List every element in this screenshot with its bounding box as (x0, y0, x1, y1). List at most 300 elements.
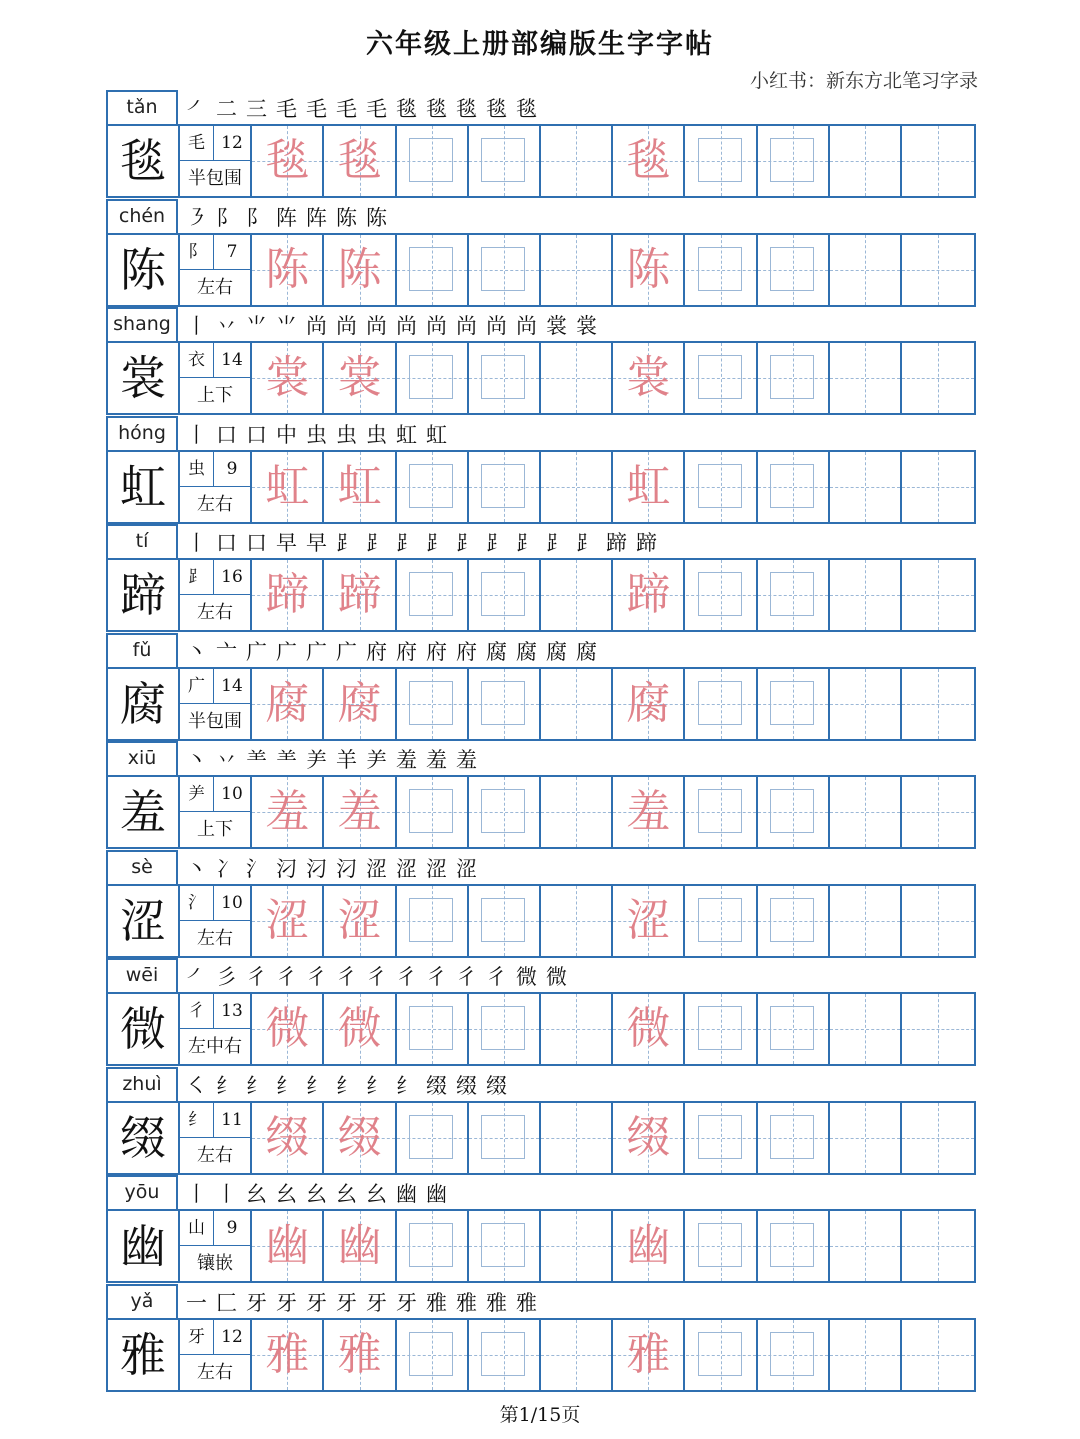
practice-cell[interactable] (830, 235, 902, 305)
practice-cell[interactable] (758, 560, 830, 630)
practice-cell[interactable] (902, 126, 974, 196)
practice-cell[interactable] (758, 777, 830, 847)
practice-cell[interactable] (686, 1320, 758, 1390)
trace-character: 微 (337, 1003, 382, 1054)
inner-guide-box (698, 898, 742, 942)
practice-cell[interactable] (613, 452, 685, 522)
practice-cell[interactable] (325, 1211, 397, 1281)
practice-cell[interactable] (397, 1103, 469, 1173)
stroke-step: 丷 (216, 748, 237, 772)
stroke-count: 14 (214, 669, 250, 704)
practice-grid (106, 558, 976, 632)
practice-cell[interactable] (686, 1211, 758, 1281)
practice-cell[interactable] (613, 1103, 685, 1173)
stroke-step: 丨 (186, 1182, 207, 1206)
practice-cell[interactable] (469, 343, 541, 413)
stroke-step: 涩 (396, 856, 417, 881)
practice-cell[interactable] (397, 777, 469, 847)
practice-cell[interactable] (613, 1211, 685, 1281)
stroke-step: 纟 (246, 1073, 267, 1098)
practice-cell[interactable] (541, 994, 613, 1064)
model-character: 雅 (108, 1320, 180, 1390)
practice-cell[interactable] (541, 669, 613, 739)
trace-character: 微 (265, 1003, 310, 1054)
stroke-step: 府 (426, 639, 447, 664)
stroke-step: ⺷ (276, 748, 297, 772)
practice-cell[interactable] (252, 126, 324, 196)
practice-cell[interactable] (252, 560, 324, 630)
inner-guide-box (698, 1332, 742, 1376)
practice-cell[interactable] (830, 126, 902, 196)
practice-cell[interactable] (469, 777, 541, 847)
stroke-order-sequence (186, 524, 666, 558)
practice-cell[interactable] (830, 1320, 902, 1390)
practice-cell[interactable] (758, 126, 830, 196)
trace-character: 涩 (265, 894, 310, 946)
stroke-step: 汈 (306, 856, 327, 881)
practice-cell[interactable] (469, 452, 541, 522)
stroke-step: 羞 (426, 748, 447, 772)
trace-character: 毯 (265, 135, 310, 186)
char-row (106, 1175, 976, 1283)
pinyin-label: fǔ (106, 633, 178, 667)
inner-guide-box (409, 789, 453, 833)
stroke-order-sequence (186, 1067, 516, 1101)
char-info (180, 886, 252, 956)
stroke-step: 阵 (306, 205, 327, 230)
practice-cell[interactable] (252, 343, 324, 413)
stroke-order-sequence (186, 199, 396, 233)
stroke-step: 三 (246, 97, 267, 121)
practice-cell[interactable] (325, 343, 397, 413)
model-character: 蹄 (108, 560, 180, 630)
inner-guide-box (409, 1223, 453, 1267)
practice-cell[interactable] (758, 343, 830, 413)
stroke-step: 毯 (516, 97, 537, 121)
stroke-step: 缀 (426, 1073, 447, 1098)
practice-cell[interactable] (397, 669, 469, 739)
practice-cell[interactable] (397, 994, 469, 1064)
inner-guide-box (698, 1223, 742, 1267)
practice-cell[interactable] (541, 1103, 613, 1173)
stroke-step: 丨 (216, 1182, 237, 1206)
inner-guide-box (481, 138, 525, 182)
stroke-step: ⺶ (306, 748, 327, 772)
radical-label: 牙 (180, 1320, 214, 1355)
char-info (180, 1211, 252, 1281)
stroke-count: 9 (214, 1211, 250, 1246)
practice-cell[interactable] (252, 452, 324, 522)
char-info (180, 994, 252, 1064)
structure-label: 半包围 (188, 168, 242, 189)
stroke-step: 幺 (336, 1182, 357, 1206)
practice-cell[interactable] (830, 994, 902, 1064)
stroke-step: 广 (336, 639, 357, 664)
practice-cell[interactable] (902, 886, 974, 956)
practice-cell[interactable] (469, 126, 541, 196)
practice-cell[interactable] (758, 1103, 830, 1173)
stroke-step: 口 (246, 422, 267, 447)
practice-cell[interactable] (830, 343, 902, 413)
trace-character: 羞 (337, 786, 382, 837)
inner-guide-box (698, 247, 742, 291)
char-info (180, 1320, 252, 1390)
pinyin-label: yōu (106, 1175, 178, 1209)
trace-character: 腐 (337, 677, 382, 729)
trace-character: 裳 (265, 352, 310, 403)
practice-grid (106, 775, 976, 849)
trace-character: 蹄 (265, 569, 310, 620)
practice-cell[interactable] (397, 126, 469, 196)
structure-label: 左右 (197, 276, 233, 298)
stroke-step: 丶 (186, 856, 207, 881)
trace-character: 虹 (265, 460, 310, 512)
practice-cell[interactable] (686, 669, 758, 739)
stroke-step: 纟 (336, 1073, 357, 1098)
inner-guide-box (409, 572, 453, 616)
stroke-step: 虫 (336, 422, 357, 447)
practice-cell[interactable] (902, 1103, 974, 1173)
inner-guide-box (770, 1332, 814, 1376)
stroke-order-sequence (186, 90, 546, 124)
practice-cell[interactable] (325, 452, 397, 522)
char-info (180, 452, 252, 522)
stroke-step: 尚 (456, 314, 477, 338)
trace-character: 缀 (337, 1111, 382, 1163)
practice-cell[interactable] (902, 777, 974, 847)
stroke-step: 毛 (276, 97, 297, 121)
practice-cell[interactable] (686, 343, 758, 413)
practice-cell[interactable] (252, 1320, 324, 1390)
stroke-step: 毛 (336, 97, 357, 121)
inner-guide-box (481, 1006, 525, 1050)
practice-cell[interactable] (902, 452, 974, 522)
stroke-step: 毛 (366, 97, 387, 121)
stroke-step: 阝 (246, 205, 267, 230)
practice-cell[interactable] (902, 1320, 974, 1390)
trace-character: 缀 (626, 1111, 671, 1163)
practice-cell[interactable] (541, 886, 613, 956)
trace-character: 毯 (337, 135, 382, 186)
practice-cell[interactable] (469, 994, 541, 1064)
practice-cell[interactable] (758, 669, 830, 739)
practice-cell[interactable] (252, 994, 324, 1064)
practice-cell[interactable] (325, 994, 397, 1064)
stroke-step: 雅 (456, 1290, 477, 1315)
trace-character: 幽 (337, 1220, 382, 1271)
stroke-step: 尚 (336, 314, 357, 338)
stroke-step: 幺 (276, 1182, 297, 1206)
inner-guide-box (481, 789, 525, 833)
inner-guide-box (409, 138, 453, 182)
stroke-count: 10 (214, 777, 250, 812)
stroke-step: 丨 (186, 314, 207, 338)
practice-cell[interactable] (252, 777, 324, 847)
practice-cell[interactable] (469, 886, 541, 956)
stroke-step: 丨 (186, 531, 207, 555)
practice-cell[interactable] (325, 235, 397, 305)
practice-cell[interactable] (541, 777, 613, 847)
stroke-step: 尚 (306, 314, 327, 338)
practice-cell[interactable] (252, 669, 324, 739)
practice-cell[interactable] (541, 1211, 613, 1281)
practice-cell[interactable] (397, 560, 469, 630)
practice-cell[interactable] (397, 343, 469, 413)
practice-cell[interactable] (325, 886, 397, 956)
radical-label: 毛 (180, 126, 214, 161)
stroke-step: ⻊ (336, 531, 357, 555)
practice-cell[interactable] (469, 560, 541, 630)
trace-character: 蹄 (626, 569, 671, 620)
stroke-step: 微 (516, 965, 537, 989)
practice-cell[interactable] (613, 126, 685, 196)
practice-grid (106, 667, 976, 741)
trace-character: 微 (626, 1003, 671, 1054)
source-label: 小红书：新东方北笔习字录 (749, 70, 978, 92)
practice-cell[interactable] (541, 1320, 613, 1390)
inner-guide-box (698, 138, 742, 182)
stroke-step: 陈 (366, 205, 387, 230)
practice-cell[interactable] (902, 560, 974, 630)
pinyin-label: chén (106, 199, 178, 233)
radical-label: 虫 (180, 452, 214, 487)
practice-cell[interactable] (613, 235, 685, 305)
stroke-step: 毯 (396, 97, 417, 121)
practice-cell[interactable] (469, 1320, 541, 1390)
pinyin-label: tǎn (106, 90, 178, 124)
practice-grid (106, 1209, 976, 1283)
stroke-step: 裳 (546, 314, 567, 338)
practice-cell[interactable] (902, 1211, 974, 1281)
stroke-step: 羞 (456, 748, 477, 772)
stroke-step: 虹 (426, 422, 447, 447)
stroke-step: 纟 (216, 1073, 237, 1098)
char-info (180, 343, 252, 413)
practice-cell[interactable] (541, 452, 613, 522)
practice-cell[interactable] (397, 1211, 469, 1281)
stroke-step: 虫 (306, 422, 327, 447)
practice-cell[interactable] (613, 560, 685, 630)
inner-guide-box (409, 464, 453, 508)
practice-grid (106, 884, 976, 958)
structure-label: 左中右 (188, 1036, 242, 1057)
stroke-step: ⻊ (576, 531, 597, 555)
practice-cell[interactable] (830, 1103, 902, 1173)
practice-cell[interactable] (686, 886, 758, 956)
practice-cell[interactable] (830, 452, 902, 522)
radical-label: ⻊ (180, 560, 214, 595)
inner-guide-box (481, 247, 525, 291)
stroke-step: 腐 (516, 639, 537, 664)
char-row (106, 633, 976, 741)
practice-cell[interactable] (252, 235, 324, 305)
stroke-step: 蹄 (636, 531, 657, 555)
practice-cell[interactable] (325, 560, 397, 630)
pinyin-label: tí (106, 524, 178, 558)
practice-cell[interactable] (252, 1103, 324, 1173)
inner-guide-box (481, 898, 525, 942)
inner-guide-box (698, 1006, 742, 1050)
practice-cell[interactable] (397, 886, 469, 956)
practice-cell[interactable] (252, 1211, 324, 1281)
stroke-order-sequence (186, 1175, 456, 1209)
practice-cell[interactable] (397, 452, 469, 522)
pinyin-label: yǎ (106, 1284, 178, 1318)
stroke-step: 彳 (396, 965, 417, 989)
practice-cell[interactable] (613, 1320, 685, 1390)
stroke-step: 汈 (276, 856, 297, 881)
stroke-step: 涩 (366, 856, 387, 881)
practice-cell[interactable] (325, 1320, 397, 1390)
stroke-step: ⻊ (426, 531, 447, 555)
inner-guide-box (409, 898, 453, 942)
stroke-step: 蹄 (606, 531, 627, 555)
practice-cell[interactable] (613, 886, 685, 956)
practice-cell[interactable] (686, 452, 758, 522)
char-row (106, 958, 976, 1066)
radical-label: 阝 (180, 235, 214, 270)
practice-cell[interactable] (325, 777, 397, 847)
practice-cell[interactable] (325, 126, 397, 196)
char-info (180, 669, 252, 739)
stroke-order-sequence (186, 1284, 546, 1318)
stroke-count: 10 (214, 886, 250, 921)
stroke-order-sequence (186, 416, 456, 450)
pinyin-label: zhuì (106, 1067, 178, 1101)
practice-cell[interactable] (541, 343, 613, 413)
trace-character: 腐 (626, 677, 671, 729)
practice-cell[interactable] (252, 886, 324, 956)
practice-cell[interactable] (469, 1211, 541, 1281)
stroke-step: 口 (216, 422, 237, 447)
trace-character: 腐 (265, 677, 310, 729)
practice-cell[interactable] (541, 235, 613, 305)
practice-cell[interactable] (758, 235, 830, 305)
practice-cell[interactable] (830, 560, 902, 630)
radical-label: ⺶ (180, 777, 214, 812)
model-character: 微 (108, 994, 180, 1064)
practice-cell[interactable] (469, 669, 541, 739)
practice-cell[interactable] (686, 777, 758, 847)
practice-cell[interactable] (469, 235, 541, 305)
stroke-step: ⻊ (546, 531, 567, 555)
practice-cell[interactable] (758, 994, 830, 1064)
structure-label: 上下 (197, 819, 233, 840)
practice-cell[interactable] (758, 1211, 830, 1281)
stroke-step: 缀 (486, 1073, 507, 1098)
page-number: 第1/15页 (499, 1404, 581, 1426)
inner-guide-box (770, 1115, 814, 1159)
practice-sheet (106, 90, 976, 1392)
stroke-step: 毯 (426, 97, 447, 121)
practice-cell[interactable] (758, 886, 830, 956)
practice-cell[interactable] (686, 126, 758, 196)
trace-character: 蹄 (337, 569, 382, 620)
stroke-step: 幺 (306, 1182, 327, 1206)
practice-cell[interactable] (758, 1320, 830, 1390)
practice-cell[interactable] (902, 343, 974, 413)
practice-cell[interactable] (469, 1103, 541, 1173)
practice-cell[interactable] (613, 994, 685, 1064)
stroke-step: 早 (276, 531, 297, 555)
practice-cell[interactable] (397, 235, 469, 305)
model-character: 陈 (108, 235, 180, 305)
inner-guide-box (698, 1115, 742, 1159)
practice-cell[interactable] (686, 235, 758, 305)
stroke-step: 幽 (396, 1182, 417, 1206)
stroke-step: 羞 (396, 748, 417, 772)
stroke-step: 广 (306, 639, 327, 664)
practice-cell[interactable] (613, 343, 685, 413)
practice-cell[interactable] (686, 1103, 758, 1173)
inner-guide-box (481, 1223, 525, 1267)
stroke-step: 腐 (546, 639, 567, 664)
char-row (106, 416, 976, 524)
pinyin-label: hóng (106, 416, 178, 450)
stroke-step: 彳 (306, 965, 327, 989)
practice-cell[interactable] (902, 994, 974, 1064)
practice-cell[interactable] (325, 669, 397, 739)
practice-cell[interactable] (902, 235, 974, 305)
practice-cell[interactable] (830, 886, 902, 956)
stroke-step: 纟 (366, 1073, 387, 1098)
stroke-step: ⺷ (246, 748, 267, 772)
structure-label: 左右 (197, 927, 233, 949)
stroke-step: ⺌ (246, 314, 267, 338)
practice-cell[interactable] (325, 1103, 397, 1173)
stroke-step: 二 (216, 97, 237, 121)
stroke-step: 幽 (426, 1182, 447, 1206)
practice-cell[interactable] (758, 452, 830, 522)
stroke-step: ㇒ (186, 97, 207, 121)
practice-cell[interactable] (686, 994, 758, 1064)
stroke-step: 尚 (426, 314, 447, 338)
stroke-count: 14 (214, 343, 250, 378)
practice-cell[interactable] (613, 777, 685, 847)
practice-cell[interactable] (541, 126, 613, 196)
inner-guide-box (770, 464, 814, 508)
stroke-step: 涩 (426, 856, 447, 881)
stroke-step: 牙 (336, 1290, 357, 1315)
stroke-step: 纟 (276, 1073, 297, 1098)
practice-cell[interactable] (830, 777, 902, 847)
stroke-step: 口 (216, 531, 237, 555)
stroke-step: 雅 (426, 1290, 447, 1315)
inner-guide-box (481, 355, 525, 399)
stroke-order-sequence (186, 958, 576, 992)
radical-label: 山 (180, 1211, 214, 1246)
practice-cell[interactable] (541, 560, 613, 630)
stroke-step: 口 (246, 531, 267, 555)
practice-cell[interactable] (830, 1211, 902, 1281)
inner-guide-box (481, 681, 525, 725)
practice-cell[interactable] (830, 669, 902, 739)
practice-cell[interactable] (902, 669, 974, 739)
inner-guide-box (770, 898, 814, 942)
inner-guide-box (770, 681, 814, 725)
practice-cell[interactable] (686, 560, 758, 630)
practice-cell[interactable] (397, 1320, 469, 1390)
stroke-step: 牙 (246, 1290, 267, 1315)
stroke-step: 府 (366, 639, 387, 664)
stroke-step: ⺶ (366, 748, 387, 772)
stroke-step: 幺 (366, 1182, 387, 1206)
stroke-step: 牙 (306, 1290, 327, 1315)
radical-label: 广 (180, 669, 214, 704)
stroke-count: 12 (214, 1320, 250, 1355)
stroke-step: 一 (186, 1290, 207, 1315)
practice-cell[interactable] (613, 669, 685, 739)
